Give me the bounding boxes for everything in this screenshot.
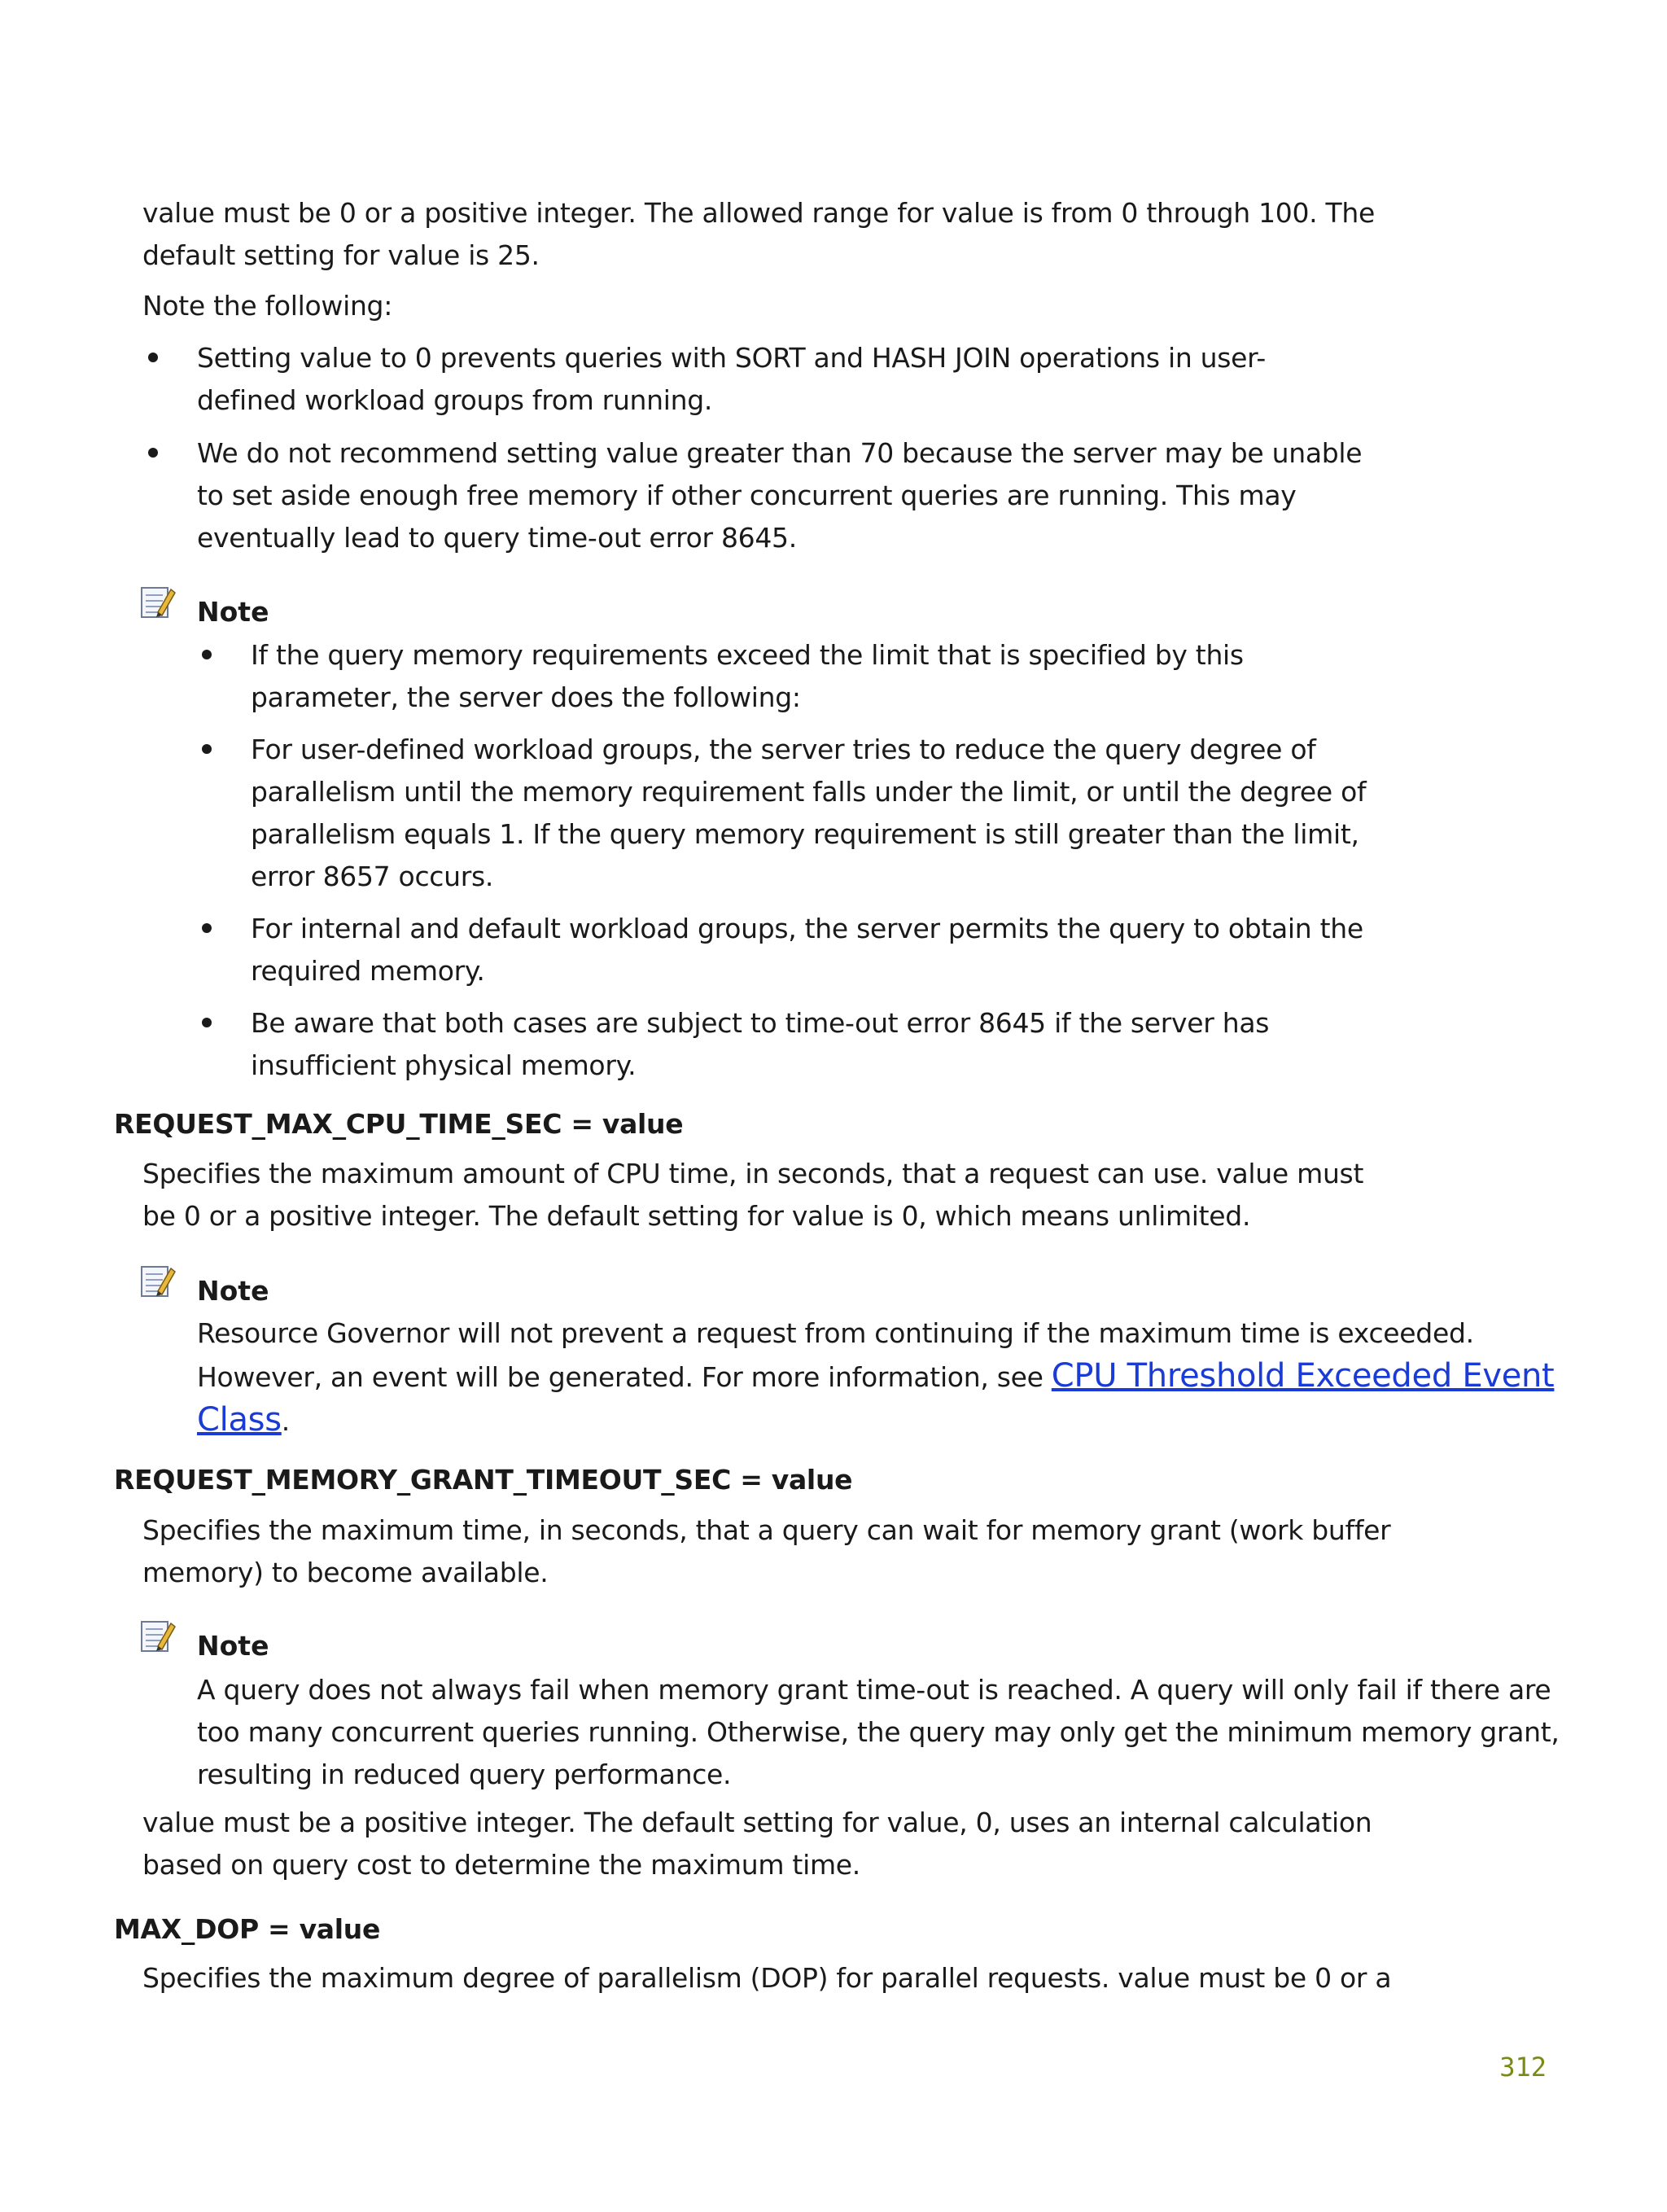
note-label: Note <box>197 1275 269 1307</box>
note-list-item-3: For internal and default workload groups, the server permits the query to obtain the required memory. <box>251 913 1363 987</box>
cpu-threshold-exceeded-event-class-link[interactable]: CPU Threshold Exceeded Event <box>1051 1357 1555 1395</box>
cpu-description: Specifies the maximum amount of CPU time, in seconds, that a request can use. value must be 0 or a positive integer. The default setting for value is 0, which means unlimited. <box>142 1158 1364 1232</box>
bullet-dot <box>202 650 212 659</box>
bullet-item-1: Setting value to 0 prevents queries with SORT and HASH JOIN operations in user- defined workload groups from running. <box>197 342 1266 416</box>
note-icon <box>138 1617 177 1656</box>
grant-value-paragraph: value must be a positive integer. The default setting for value, 0, uses an internal calculation based on query cost to determine the maximum time. <box>142 1807 1372 1881</box>
note-list-item-4: Be aware that both cases are subject to time-out error 8645 if the server has insufficient physical memory. <box>251 1007 1270 1081</box>
bullet-dot <box>202 744 212 754</box>
bullet-dot <box>202 923 212 933</box>
note-list-item-1: If the query memory requirements exceed the limit that is specified by this parameter, the server does the following: <box>251 639 1244 713</box>
note-following-text: Note the following: <box>142 290 393 322</box>
page-number: 312 <box>1499 2052 1547 2083</box>
bullet-dot <box>202 1018 212 1027</box>
term-request-max-cpu-time-sec: REQUEST_MAX_CPU_TIME_SEC = value <box>114 1108 684 1140</box>
note-label: Note <box>197 1630 269 1662</box>
cpu-threshold-exceeded-event-class-link[interactable]: Class <box>197 1401 282 1439</box>
term-request-memory-grant-timeout-sec: REQUEST_MEMORY_GRANT_TIMEOUT_SEC = value <box>114 1464 853 1496</box>
intro-paragraph <box>142 192 1375 277</box>
bullet-item-2: We do not recommend setting value greater than 70 because the server may be unable to set aside enough free memory if other concurrent queries are running. This may eventually lead to query time-out error 8645. <box>197 437 1363 554</box>
intro-line-2: default setting for value is 25. <box>142 239 540 271</box>
note-icon <box>138 583 177 622</box>
note-label: Note <box>197 596 269 628</box>
bullet-dot <box>148 353 158 362</box>
note-list-item-2: For user-defined workload groups, the server tries to reduce the query degree of parallelism until the memory requirement falls under the limit, or until the degree of parallelism equals 1. If the query memory requirement is still greater than the limit, error 8657 occurs. <box>251 734 1367 892</box>
intro-line-1: value must be 0 or a positive integer. The allowed range for value is from 0 through 100. The <box>142 197 1376 229</box>
cpu-note-text: Resource Governor will not prevent a request from continuing if the maximum time is exceeded. However, an event will be generated. For more information, see CPU Threshold Exceeded Event Class. <box>197 1317 1555 1439</box>
grant-note-text: A query does not always fail when memory grant time-out is reached. A query will only fail if there are too many concurrent queries running. Otherwise, the query may only get the minimum memory grant, resulting in reduced query performance. <box>197 1674 1560 1790</box>
bullet-dot <box>148 448 158 458</box>
note-icon <box>138 1262 177 1301</box>
term-max-dop: MAX_DOP = value <box>114 1913 381 1945</box>
dop-description: Specifies the maximum degree of parallelism (DOP) for parallel requests. value must be 0 or a <box>142 1962 1392 1994</box>
grant-description: Specifies the maximum time, in seconds, that a query can wait for memory grant (work buffer memory) to become available. <box>142 1514 1391 1588</box>
